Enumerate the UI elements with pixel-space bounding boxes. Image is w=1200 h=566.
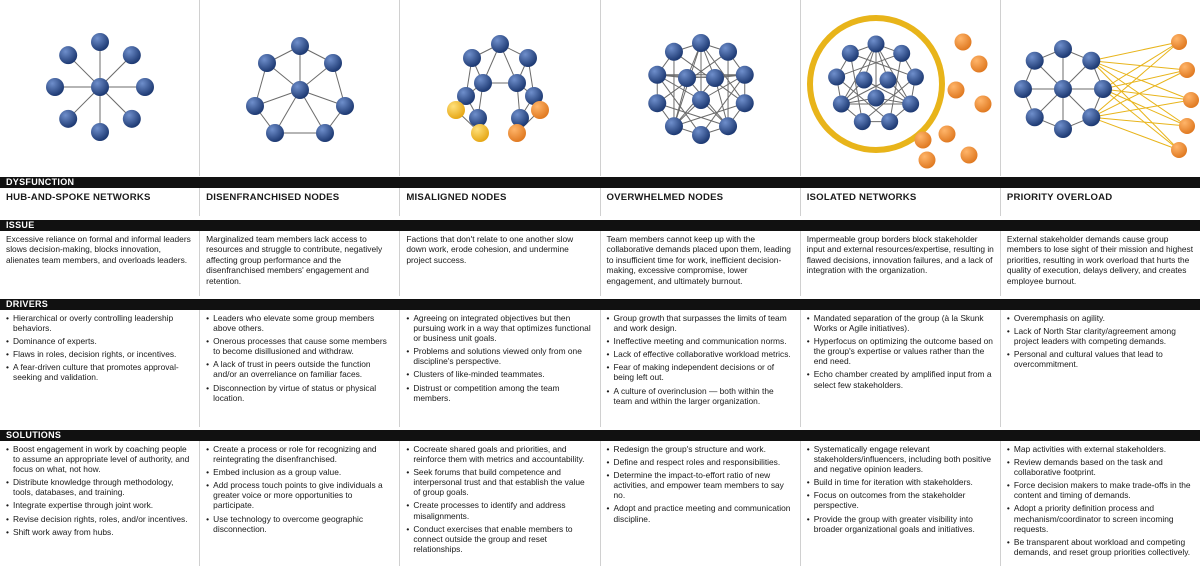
issue-hub-and-spoke: Excessive reliance on formal and informal leaders slows decision-making, blocks innovation, alienates team members, and overloads leaders. <box>0 231 200 296</box>
network-node <box>947 82 964 99</box>
solutions-misaligned-nodes <box>400 441 600 566</box>
network-node <box>954 34 971 51</box>
driver-item: • Leaders who elevate some group members above others. <box>206 313 393 333</box>
network-node <box>1094 80 1112 98</box>
network-node <box>902 96 919 113</box>
driver-item: • Ineffective meeting and communication norms. <box>607 336 794 346</box>
issue-priority-overload: External stakeholder demands cause group members to lose sight of their mission and highest priorities, resulting in work overload that hurts the quality of execution, delays delivery, and creates employee burnout. <box>1006 234 1194 286</box>
network-node <box>1179 62 1195 78</box>
issue-row <box>0 231 1200 296</box>
title-disenfranchised-nodes: DISENFRANCHISED NODES <box>200 188 400 216</box>
network-node <box>664 117 682 135</box>
solution-item: • Adopt and practice meeting and communication discipline. <box>607 503 794 523</box>
network-edge <box>1091 42 1179 61</box>
solution-item: • Be transparent about workload and competing demands, and reset group priorities collectively. <box>1007 537 1194 557</box>
solution-item: • Focus on outcomes from the stakeholder perspective. <box>807 490 994 510</box>
solution-item: • Add process touch points to give individuals a greater voice or more opportunities to participate. <box>206 480 393 510</box>
title-overwhelmed-nodes: OVERWHELMED NODES <box>601 188 801 216</box>
dysfunction-header-band: DYSFUNCTION <box>0 177 1200 188</box>
network-node <box>1171 142 1187 158</box>
network-node <box>664 43 682 61</box>
network-node <box>833 96 850 113</box>
dysfunction-titles-row <box>0 188 1200 216</box>
solutions-priority-overload <box>1001 441 1200 566</box>
solution-item: • Review demands based on the task and collaborative footprint. <box>1007 457 1194 477</box>
diagram-priority-overload <box>1001 0 1200 176</box>
network-node <box>511 109 529 127</box>
network-node <box>519 49 537 67</box>
network-node <box>1183 92 1199 108</box>
solution-item: • Define and respect roles and responsibilities. <box>607 457 794 467</box>
driver-item: • Clusters of like-minded teammates. <box>406 369 593 379</box>
solution-item: • Systematically engage relevant stakeholders/influencers, including both positive and negative opinion leaders. <box>807 444 994 474</box>
driver-item: • Disconnection by virtue of status or physical location. <box>206 383 393 403</box>
network-node <box>841 45 858 62</box>
drivers-priority-overload <box>1001 310 1200 427</box>
network-node <box>648 66 666 84</box>
network-node <box>881 113 898 130</box>
network-node <box>258 54 276 72</box>
issue-header-band: ISSUE <box>0 220 1200 231</box>
solutions-header-band: SOLUTIONS <box>0 430 1200 441</box>
network-node <box>828 69 845 86</box>
network-node <box>1054 40 1072 58</box>
diagram-overwhelmed-nodes <box>601 0 801 176</box>
solutions-row <box>0 441 1200 566</box>
drivers-misaligned-nodes <box>400 310 600 427</box>
driver-item: • Hierarchical or overly controlling leadership behaviors. <box>6 313 193 333</box>
priority-overload-network-graphic <box>1001 0 1200 176</box>
solution-item: • Create processes to identify and address misalignments. <box>406 500 593 520</box>
network-node <box>336 97 354 115</box>
drivers-header-band: DRIVERS <box>0 299 1200 310</box>
network-node <box>123 46 141 64</box>
network-node <box>136 78 154 96</box>
network-node <box>867 36 884 53</box>
drivers-overwhelmed-nodes <box>601 310 801 427</box>
network-node <box>508 124 526 142</box>
diagram-isolated-networks <box>801 0 1001 176</box>
driver-item: • A lack of trust in peers outside the function and/or an overreliance on familiar faces. <box>206 359 393 379</box>
solution-item: • Cocreate shared goals and priorities, and reinforce them with metrics and accountability. <box>406 444 593 464</box>
network-node <box>960 147 977 164</box>
solution-item: • Integrate expertise through joint work. <box>6 500 193 510</box>
network-node <box>447 101 465 119</box>
title-isolated-networks: ISOLATED NETWORKS <box>801 188 1001 216</box>
solution-item: • Boost engagement in work by coaching people to assume an appropriate level of authority, and focus on what, not how. <box>6 444 193 474</box>
network-node <box>719 43 737 61</box>
network-node <box>867 90 884 107</box>
network-node <box>1054 80 1072 98</box>
network-node <box>46 78 64 96</box>
network-node <box>91 123 109 141</box>
solution-item: • Embed inclusion as a group value. <box>206 467 393 477</box>
driver-item: • A culture of overinclusion — both within the team and within the larger organization. <box>607 386 794 406</box>
network-node <box>474 74 492 92</box>
network-node <box>246 97 264 115</box>
network-node <box>1171 34 1187 50</box>
driver-item: • Lack of effective collaborative workload metrics. <box>607 349 794 359</box>
network-node <box>914 132 931 149</box>
driver-item: • A fear-driven culture that promotes approval-seeking and validation. <box>6 362 193 382</box>
driver-item: • Mandated separation of the group (à la Skunk Works or Agile initiatives). <box>807 313 994 333</box>
network-node <box>692 34 710 52</box>
driver-item: • Flaws in roles, decision rights, or incentives. <box>6 349 193 359</box>
solution-item: • Conduct exercises that enable members to connect outside the group and reset relationships. <box>406 524 593 554</box>
network-node <box>879 72 896 89</box>
title-priority-overload: PRIORITY OVERLOAD <box>1006 192 1113 203</box>
network-node <box>91 33 109 51</box>
issue-isolated-networks: Impermeable group borders block stakeholder input and external resources/expertise, resulting in flawed decisions, innovation failures, and a lack of integration with the organization. <box>801 231 1001 296</box>
solution-item: • Revise decision rights, roles, and/or incentives. <box>6 514 193 524</box>
issue-disenfranchised-nodes: Marginalized team members lack access to resources and struggle to contribute, negatively affecting group performance and the disenfranchised members' engagement and retention. <box>200 231 400 296</box>
network-node <box>855 72 872 89</box>
solution-item: • Create a process or role for recognizing and reintegrating the disenfranchised. <box>206 444 393 464</box>
driver-item: • Hyperfocus on optimizing the outcome based on the group's expertise or values rather than the end need. <box>807 336 994 366</box>
network-node <box>1026 52 1044 70</box>
network-node <box>463 49 481 67</box>
solutions-isolated-networks <box>801 441 1001 566</box>
network-node <box>735 66 753 84</box>
network-node <box>706 69 724 87</box>
solution-item: • Determine the impact-to-effort ratio of new activities, and empower team members to say no. <box>607 470 794 500</box>
network-node <box>974 96 991 113</box>
network-edge <box>1103 42 1179 89</box>
network-node <box>907 69 924 86</box>
title-misaligned-nodes: MISALIGNED NODES <box>400 188 600 216</box>
network-edge <box>1091 100 1191 117</box>
network-node <box>471 124 489 142</box>
misaligned-nodes-network-graphic <box>400 0 600 176</box>
driver-item: • Distrust or competition among the team members. <box>406 383 593 403</box>
solution-item: • Provide the group with greater visibility into broader organizational goals and initiatives. <box>807 514 994 534</box>
network-node <box>508 74 526 92</box>
network-node <box>123 110 141 128</box>
hub-and-spoke-network-graphic <box>0 0 200 176</box>
network-node <box>970 56 987 73</box>
network-node <box>1054 120 1072 138</box>
diagram-hub-and-spoke <box>0 0 200 176</box>
disenfranchised-nodes-network-graphic <box>200 0 400 176</box>
network-node <box>692 91 710 109</box>
network-node <box>266 124 284 142</box>
drivers-disenfranchised-nodes <box>200 310 400 427</box>
network-node <box>491 35 509 53</box>
network-node <box>59 110 77 128</box>
network-node <box>1014 80 1032 98</box>
drivers-hub-and-spoke <box>0 310 200 427</box>
network-node <box>719 117 737 135</box>
network-node <box>893 45 910 62</box>
solution-item: • Redesign the group's structure and work. <box>607 444 794 454</box>
diagram-disenfranchised-nodes <box>200 0 400 176</box>
driver-item: • Onerous processes that cause some members to become disillusioned and withdraw. <box>206 336 393 356</box>
network-diagrams-row <box>0 0 1200 176</box>
network-node <box>1026 108 1044 126</box>
network-node <box>678 69 696 87</box>
driver-item: • Lack of North Star clarity/agreement among project leaders with competing demands. <box>1007 326 1194 346</box>
isolated-networks-network-graphic <box>801 0 1001 176</box>
driver-item: • Dominance of experts. <box>6 336 193 346</box>
network-node <box>1082 52 1100 70</box>
network-edge <box>1091 61 1187 70</box>
driver-item: • Group growth that surpasses the limits of team and work design. <box>607 313 794 333</box>
solution-item: • Build in time for iteration with stakeholders. <box>807 477 994 487</box>
network-edge <box>1103 70 1187 89</box>
network-node <box>291 37 309 55</box>
driver-item: • Overemphasis on agility. <box>1007 313 1194 323</box>
drivers-row <box>0 310 1200 427</box>
solutions-disenfranchised-nodes <box>200 441 400 566</box>
solutions-hub-and-spoke <box>0 441 200 566</box>
network-node <box>735 94 753 112</box>
network-node <box>1179 118 1195 134</box>
driver-item: • Echo chamber created by amplified input from a select few stakeholders. <box>807 369 994 389</box>
solution-item: • Seek forums that build competence and interpersonal trust and that establish the value of group goals. <box>406 467 593 497</box>
network-node <box>316 124 334 142</box>
solution-item: • Map activities with external stakeholders. <box>1007 444 1194 454</box>
driver-item: • Agreeing on integrated objectives but then pursuing work in a way that optimizes functional or business unit goals. <box>406 313 593 343</box>
network-node <box>291 81 309 99</box>
network-node <box>918 152 935 169</box>
driver-item: • Problems and solutions viewed only from one discipline's perspective. <box>406 346 593 366</box>
network-node <box>692 126 710 144</box>
network-node <box>59 46 77 64</box>
network-edge <box>1091 117 1179 150</box>
network-node <box>938 126 955 143</box>
driver-item: • Personal and cultural values that lead to overcommitment. <box>1007 349 1194 369</box>
solution-item: • Shift work away from hubs. <box>6 527 193 537</box>
solution-item: • Distribute knowledge through methodology, tools, databases, and training. <box>6 477 193 497</box>
overwhelmed-nodes-network-graphic <box>601 0 801 176</box>
solution-item: • Adopt a priority definition process and mechanism/coordinator to screen incoming requests. <box>1007 503 1194 533</box>
issue-overwhelmed-nodes: Team members cannot keep up with the collaborative demands placed upon them, leading to insufficient time for work, inefficient decision-making, excessive compromise, lower engagement, and ultimately burnout. <box>601 231 801 296</box>
solutions-overwhelmed-nodes <box>601 441 801 566</box>
diagram-misaligned-nodes <box>400 0 600 176</box>
title-hub-and-spoke: HUB-AND-SPOKE NETWORKS <box>0 188 200 216</box>
network-node <box>91 78 109 96</box>
issue-misaligned-nodes: Factions that don't relate to one another slow down work, erode cohesion, and undermine project success. <box>400 231 600 296</box>
solution-item: • Force decision makers to make trade-offs in the content and timing of demands. <box>1007 480 1194 500</box>
network-node <box>531 101 549 119</box>
solution-item: • Use technology to overcome geographic disconnection. <box>206 514 393 534</box>
network-node <box>648 94 666 112</box>
network-node <box>854 113 871 130</box>
driver-item: • Fear of making independent decisions or of being left out. <box>607 362 794 382</box>
network-node <box>324 54 342 72</box>
drivers-isolated-networks <box>801 310 1001 427</box>
network-node <box>1082 108 1100 126</box>
